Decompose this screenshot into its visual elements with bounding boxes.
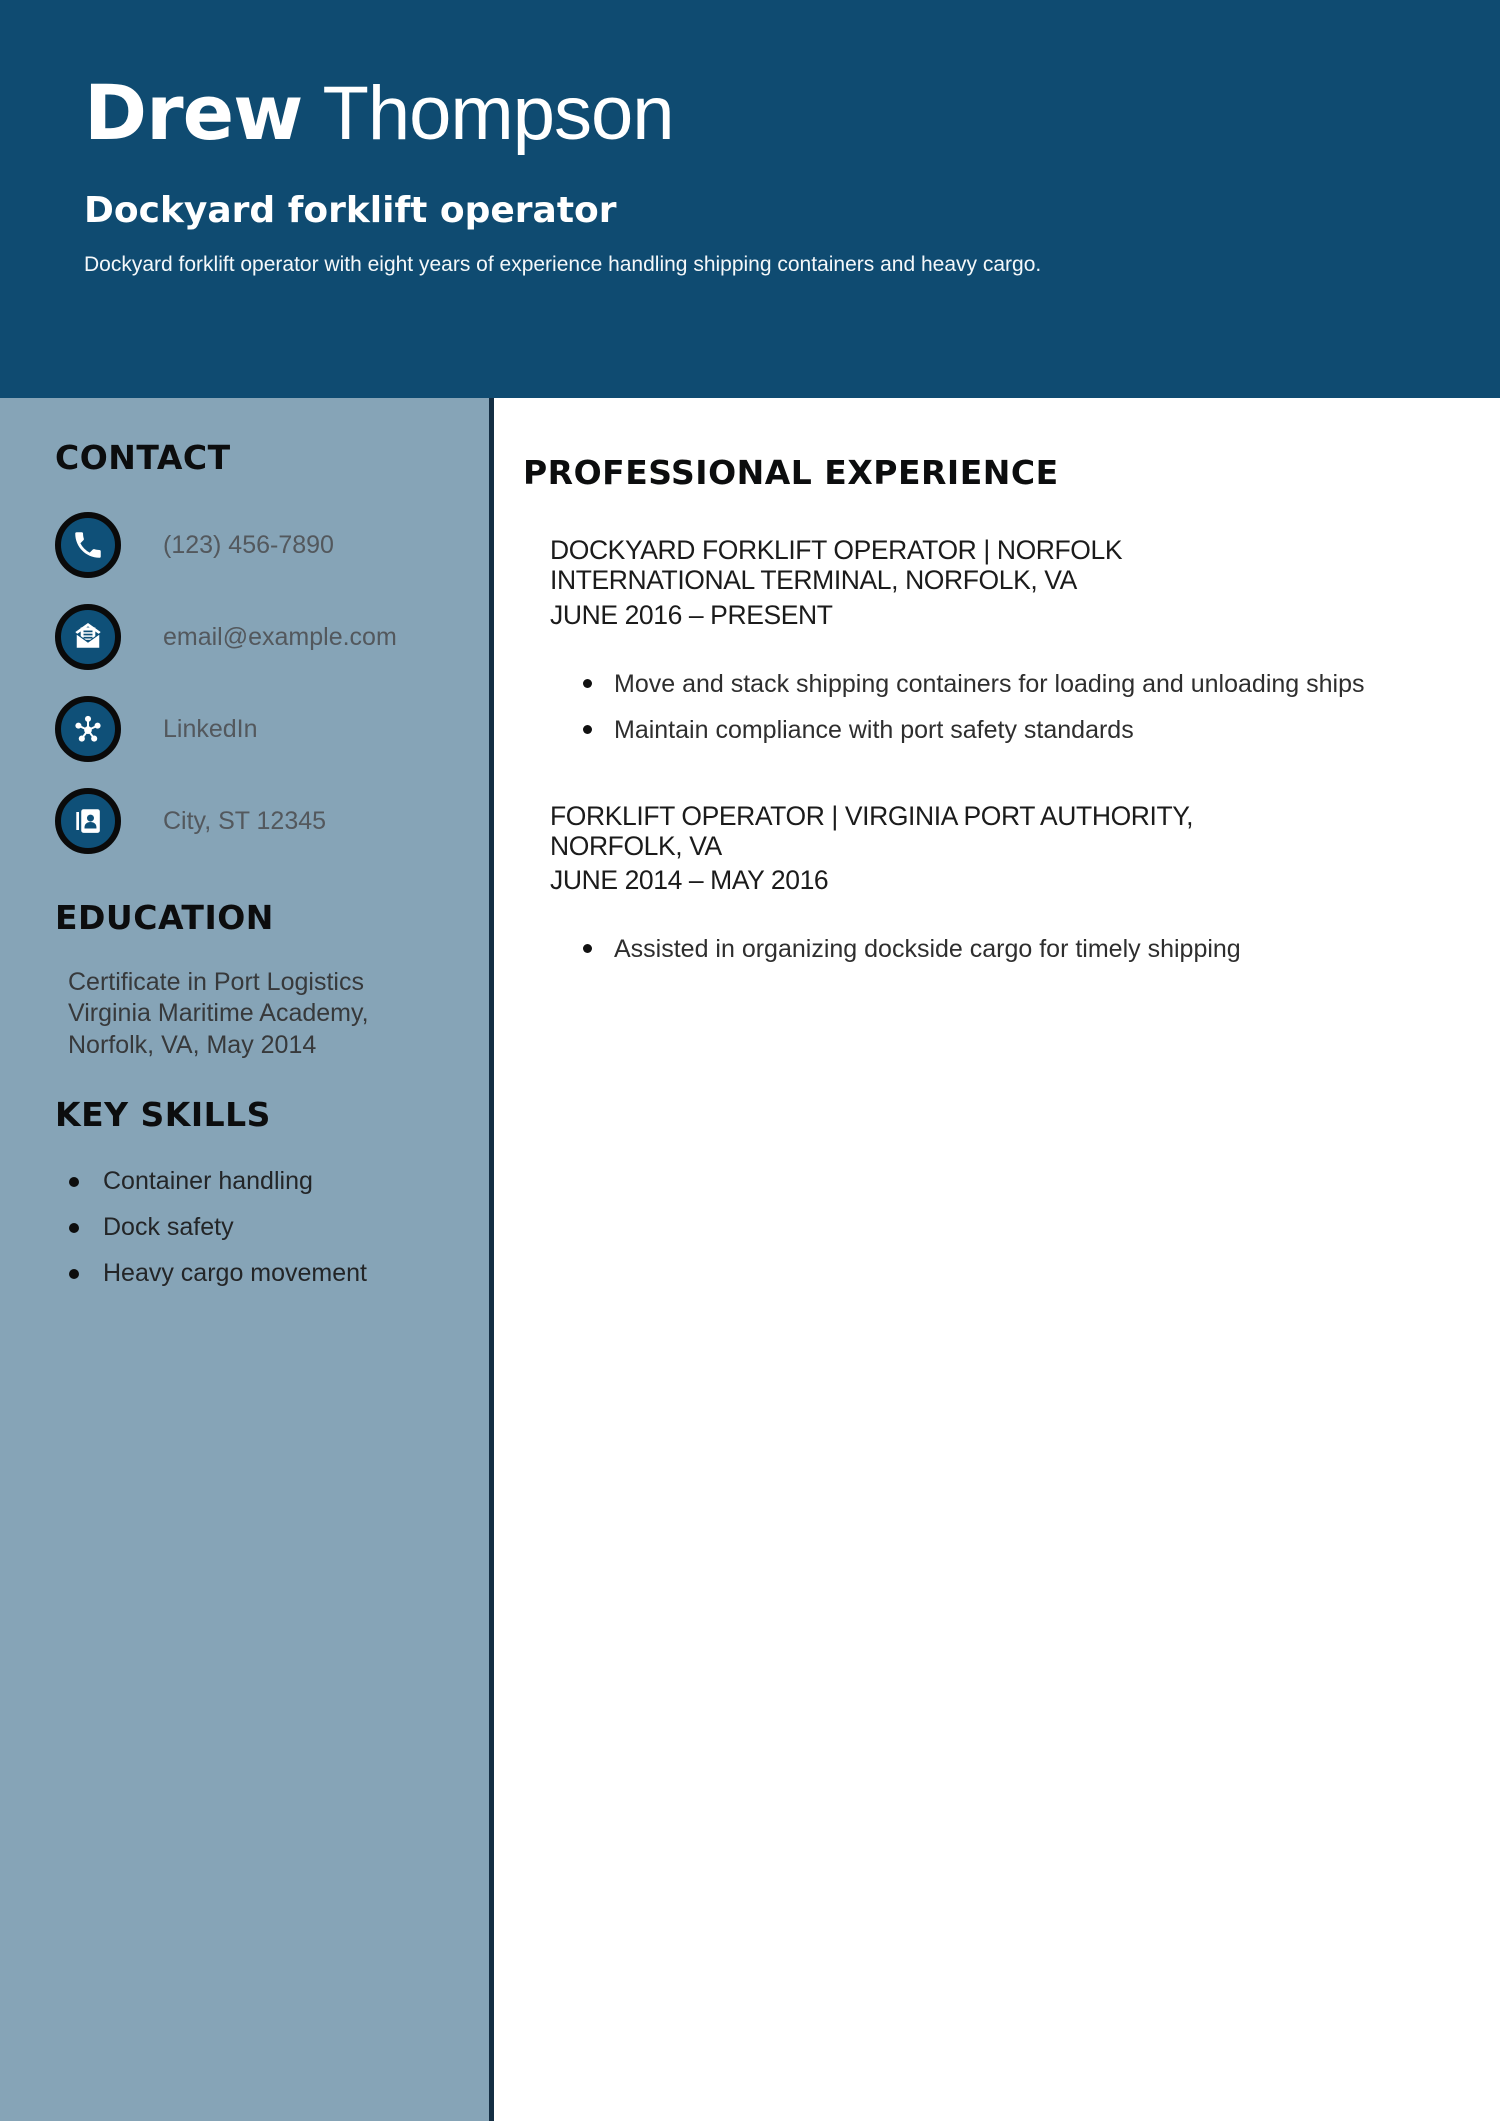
job-bullet-item bbox=[583, 715, 1460, 746]
job-entry bbox=[550, 536, 1460, 746]
job-bullet-item bbox=[583, 669, 1460, 700]
linkedin-icon bbox=[55, 696, 121, 762]
education-line: Certificate in Port Logistics bbox=[68, 967, 364, 996]
job-title: FORKLIFT OPERATOR | VIRGINIA PORT AUTHORITY, NORFOLK, VA bbox=[550, 801, 1194, 861]
job-dates: JUNE 2016 – PRESENT bbox=[550, 599, 833, 630]
last-name: Thompson bbox=[322, 71, 674, 156]
email-address: email@example.com bbox=[163, 622, 397, 651]
contact-item-phone bbox=[55, 512, 461, 578]
location-text: City, ST 12345 bbox=[163, 806, 327, 835]
contact-list bbox=[55, 512, 461, 854]
first-name: Drew bbox=[84, 68, 303, 157]
address-icon bbox=[55, 788, 121, 854]
candidate-job-title: Dockyard forklift operator bbox=[84, 189, 617, 231]
job-bullets bbox=[583, 934, 1460, 965]
skill-item bbox=[69, 1259, 461, 1288]
contact-heading: CONTACT bbox=[55, 438, 231, 477]
jobs-list bbox=[550, 536, 1460, 965]
education-line: Norfolk, VA, May 2014 bbox=[68, 1030, 317, 1059]
skill-item bbox=[69, 1213, 461, 1242]
candidate-name bbox=[84, 62, 1440, 166]
job-bullets bbox=[583, 669, 1460, 747]
summary-text: Dockyard forklift operator with eight years of experience handling shipping containers and heavy cargo. bbox=[84, 252, 1042, 276]
contact-item-location bbox=[55, 788, 461, 854]
education-details bbox=[68, 967, 461, 1062]
skills-list bbox=[69, 1167, 461, 1288]
education-heading: EDUCATION bbox=[55, 898, 274, 938]
phone-number: (123) 456-7890 bbox=[163, 530, 334, 559]
skill-item bbox=[69, 1167, 461, 1196]
skill-label: Container handling bbox=[103, 1167, 313, 1196]
skill-label: Dock safety bbox=[103, 1213, 234, 1242]
bullet-text: Maintain compliance with port safety standards bbox=[614, 715, 1134, 744]
job-bullet-item bbox=[583, 934, 1460, 965]
contact-item-email bbox=[55, 604, 461, 670]
phone-icon bbox=[55, 512, 121, 578]
job-entry bbox=[550, 802, 1460, 966]
experience-heading: PROFESSIONAL EXPERIENCE bbox=[523, 453, 1059, 492]
skill-label: Heavy cargo movement bbox=[103, 1259, 368, 1288]
sidebar bbox=[0, 398, 489, 2121]
job-dates: JUNE 2014 – MAY 2016 bbox=[550, 865, 829, 896]
header bbox=[0, 0, 1500, 398]
linkedin-label: LinkedIn bbox=[163, 714, 258, 743]
bullet-text: Assisted in organizing dockside cargo for timely shipping bbox=[614, 935, 1241, 964]
education-line: Virginia Maritime Academy, bbox=[68, 999, 369, 1028]
key-skills-heading: KEY SKILLS bbox=[55, 1095, 271, 1135]
bullet-text: Move and stack shipping containers for loading and unloading ships bbox=[614, 669, 1365, 698]
contact-item-linkedin bbox=[55, 696, 461, 762]
job-title: DOCKYARD FORKLIFT OPERATOR | NORFOLK INTERNATIONAL TERMINAL, NORFOLK, VA bbox=[550, 535, 1123, 595]
main-content bbox=[494, 398, 1500, 2121]
email-icon bbox=[55, 604, 121, 670]
